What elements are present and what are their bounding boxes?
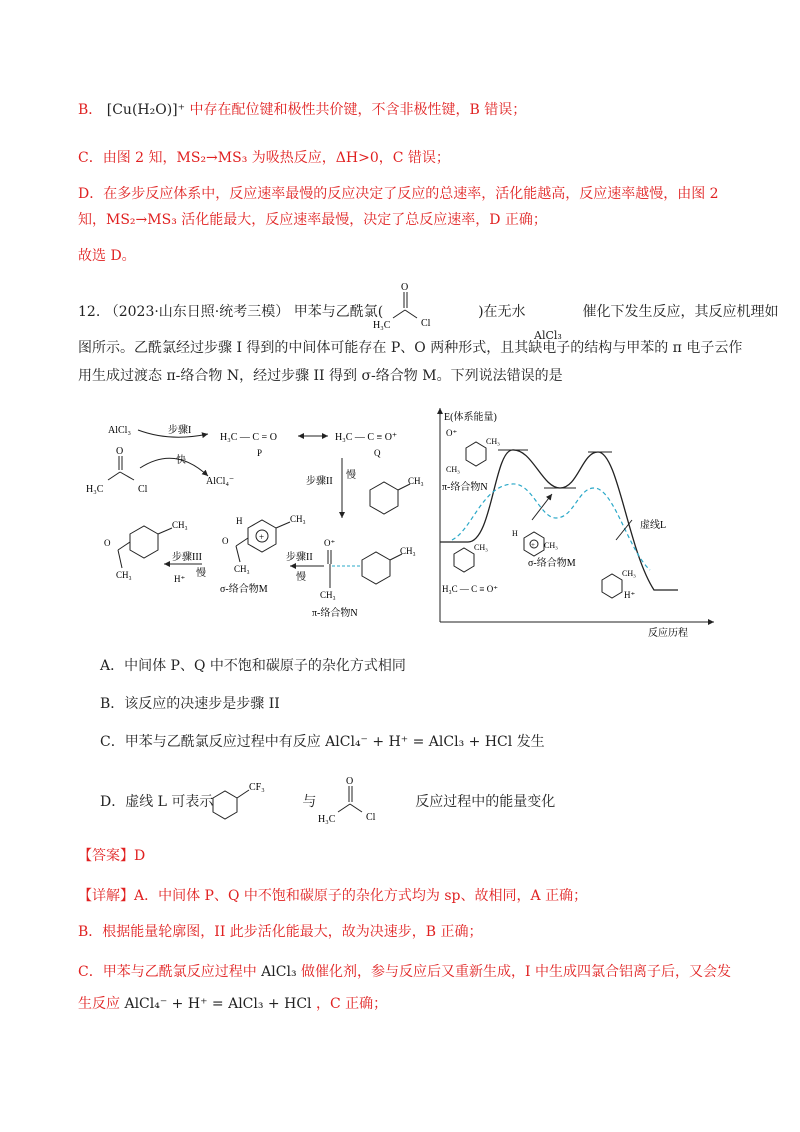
svg-text:+: + xyxy=(259,532,265,542)
svg-text:CH₃: CH₃ xyxy=(172,520,188,530)
intermediate-p-label: P xyxy=(257,448,263,458)
slow-label-top: 慢 xyxy=(346,470,356,481)
dashed-line-l-label: 虚线L xyxy=(640,520,667,531)
step2-bottom-label: 步骤II xyxy=(286,552,313,563)
option-d: D．虚线 L 可表示 与 反应过程中的能量变化 xyxy=(100,794,556,810)
energy-profile-diagram xyxy=(432,400,722,640)
intermediate-q-label: Q xyxy=(374,448,381,458)
svg-text:O⁺: O⁺ xyxy=(446,428,458,438)
detail-c-line1: C．甲苯与乙酰氯反应过程中 AlCl₃ 做催化剂，参与反应后又重新生成，I 中生成四氯合铝离子后，又会发 xyxy=(78,964,731,980)
fast-label: 快 xyxy=(176,455,186,466)
svg-text:CH₃: CH₃ xyxy=(622,569,636,578)
chlorine-label: Cl xyxy=(421,318,431,329)
methyl-label: H₃C xyxy=(373,320,391,330)
y-axis-label: E(体系能量) xyxy=(444,412,497,423)
answer-choose-prev: 故选 D。 xyxy=(78,248,136,264)
answer-b-prev: B． [Cu(H₂O)]⁺ 中存在配位键和极性共价键，不含非极性键，B 错误； xyxy=(78,102,527,118)
svg-text:Cl: Cl xyxy=(366,812,376,823)
x-axis-label: 反应历程 xyxy=(648,628,688,639)
acetyl-chloride-inline-structure xyxy=(365,280,455,330)
answer-line: 【答案】D xyxy=(78,848,146,864)
cu-complex-formula: [Cu(H₂O)]⁺ xyxy=(106,102,186,118)
question-line1: 12. （2023·山东日照·统考三模） 甲苯与乙酰氯( )在无水 AlCl₃ 催化下发生反应，其反应机理如 xyxy=(78,302,778,322)
svg-text:H₃C: H₃C xyxy=(318,814,336,824)
answer-d-prev-line2: 知，MS₂→MS₃ 活化能最大，反应速率最慢，决定了总反应速率，D 正确； xyxy=(78,212,547,228)
slow-label-step3: 慢 xyxy=(196,568,206,579)
question-number: 12. xyxy=(78,304,101,320)
intermediate-p-formula: H₃C — C = O xyxy=(220,432,277,443)
reaction-mechanism-scheme xyxy=(80,400,430,630)
svg-text:CH₃: CH₃ xyxy=(234,564,250,574)
option-c-formula: AlCl₄⁻ + H⁺ = AlCl₃ + HCl xyxy=(325,734,513,750)
option-a: A．中间体 P、Q 中不饱和碳原子的杂化方式相同 xyxy=(100,658,406,674)
question-source: （2023·山东日照·统考三模） xyxy=(104,304,290,320)
svg-text:H₃C: H₃C xyxy=(86,484,104,495)
h-plus-released: H⁺ xyxy=(174,574,186,584)
acylium-ion-label: H₃C — C ≡ O⁺ xyxy=(442,584,498,594)
alcl4-product: AlCl₄⁻ xyxy=(206,476,235,487)
catalyst-formula: AlCl₃ xyxy=(534,329,562,342)
svg-text:H: H xyxy=(512,529,518,538)
pi-complex-label: π-络合物N xyxy=(442,482,488,493)
option-c: C．甲苯与乙酰氯反应过程中有反应 AlCl₄⁻ + H⁺ = AlCl₃ + HCl 发生 xyxy=(100,734,545,750)
option-b: B．该反应的决速步是步骤 II xyxy=(100,696,280,712)
svg-text:CH₃: CH₃ xyxy=(544,541,558,550)
detail-c-formula: AlCl₄⁻ + H⁺ = AlCl₃ + HCl xyxy=(124,996,312,1012)
step2-top-label: 步骤II xyxy=(306,476,333,487)
svg-text:O: O xyxy=(346,776,354,787)
answer-value: D xyxy=(134,848,146,864)
detail-catalyst-formula: AlCl₃ xyxy=(261,964,297,980)
trifluorotoluene-structure xyxy=(205,774,285,824)
answer-c-prev: C．由图 2 知，MS₂→MS₃ 为吸热反应，ΔH>0，C 错误； xyxy=(78,150,450,166)
svg-text:CH₃: CH₃ xyxy=(486,437,500,446)
sigma-complex-label: σ-络合物M xyxy=(528,558,576,569)
svg-text:O: O xyxy=(116,446,124,457)
svg-text:CH₃: CH₃ xyxy=(116,570,132,580)
step3-label: 步骤III xyxy=(172,552,202,563)
detail-b: B．根据能量轮廓图，II 此步活化能最大，故为决速步，B 正确； xyxy=(78,924,483,940)
svg-text:CH₃: CH₃ xyxy=(320,590,336,600)
answer-d-prev-line1: D．在多步反应体系中，反应速率最慢的反应决定了反应的总速率，活化能越高，反应速率越慢，由图 2 xyxy=(78,186,719,202)
svg-text:H: H xyxy=(236,516,243,526)
acetyl-chloride-option-structure xyxy=(310,774,400,824)
svg-text:CF₃: CF₃ xyxy=(249,782,265,793)
alcl3-reagent: AlCl₃ xyxy=(108,425,131,436)
svg-text:CH₃: CH₃ xyxy=(408,476,424,486)
svg-text:O⁺: O⁺ xyxy=(324,538,336,548)
oxygen-label: O xyxy=(401,282,409,293)
sigma-complex-m-label: σ-络合物M xyxy=(220,584,268,595)
svg-text:CH₃: CH₃ xyxy=(446,465,460,474)
detail-a: 【详解】A．中间体 P、Q 中不饱和碳原子的杂化方式均为 sp、故相同，A 正确； xyxy=(78,888,588,904)
svg-text:Cl: Cl xyxy=(138,484,148,495)
h-plus-product: H⁺ xyxy=(624,590,636,600)
detail-c-line2: 生反应 AlCl₄⁻ + H⁺ = AlCl₃ + HCl ，C 正确； xyxy=(78,996,388,1012)
svg-text:CH₃: CH₃ xyxy=(290,514,306,524)
svg-text:CH₃: CH₃ xyxy=(400,546,416,556)
slow-label-bottom: 慢 xyxy=(296,572,306,583)
pi-complex-n-label: π-络合物N xyxy=(312,608,358,619)
svg-text:O: O xyxy=(222,536,229,546)
svg-text:O: O xyxy=(104,538,111,548)
step1-label: 步骤I xyxy=(168,425,192,436)
question-line2: 图所示。乙酰氯经过步骤 I 得到的中间体可能存在 P、O 两种形式，且其缺电子的结构与甲苯的 π 电子云作 xyxy=(78,340,743,356)
question-line3: 用生成过渡态 π-络合物 N，经过步骤 II 得到 σ-络合物 M。下列说法错误的是 xyxy=(78,368,563,384)
svg-text:CH₃: CH₃ xyxy=(474,543,488,552)
svg-text:+: + xyxy=(531,541,535,549)
intermediate-q-formula: H₃C — C ≡ O⁺ xyxy=(335,432,398,443)
